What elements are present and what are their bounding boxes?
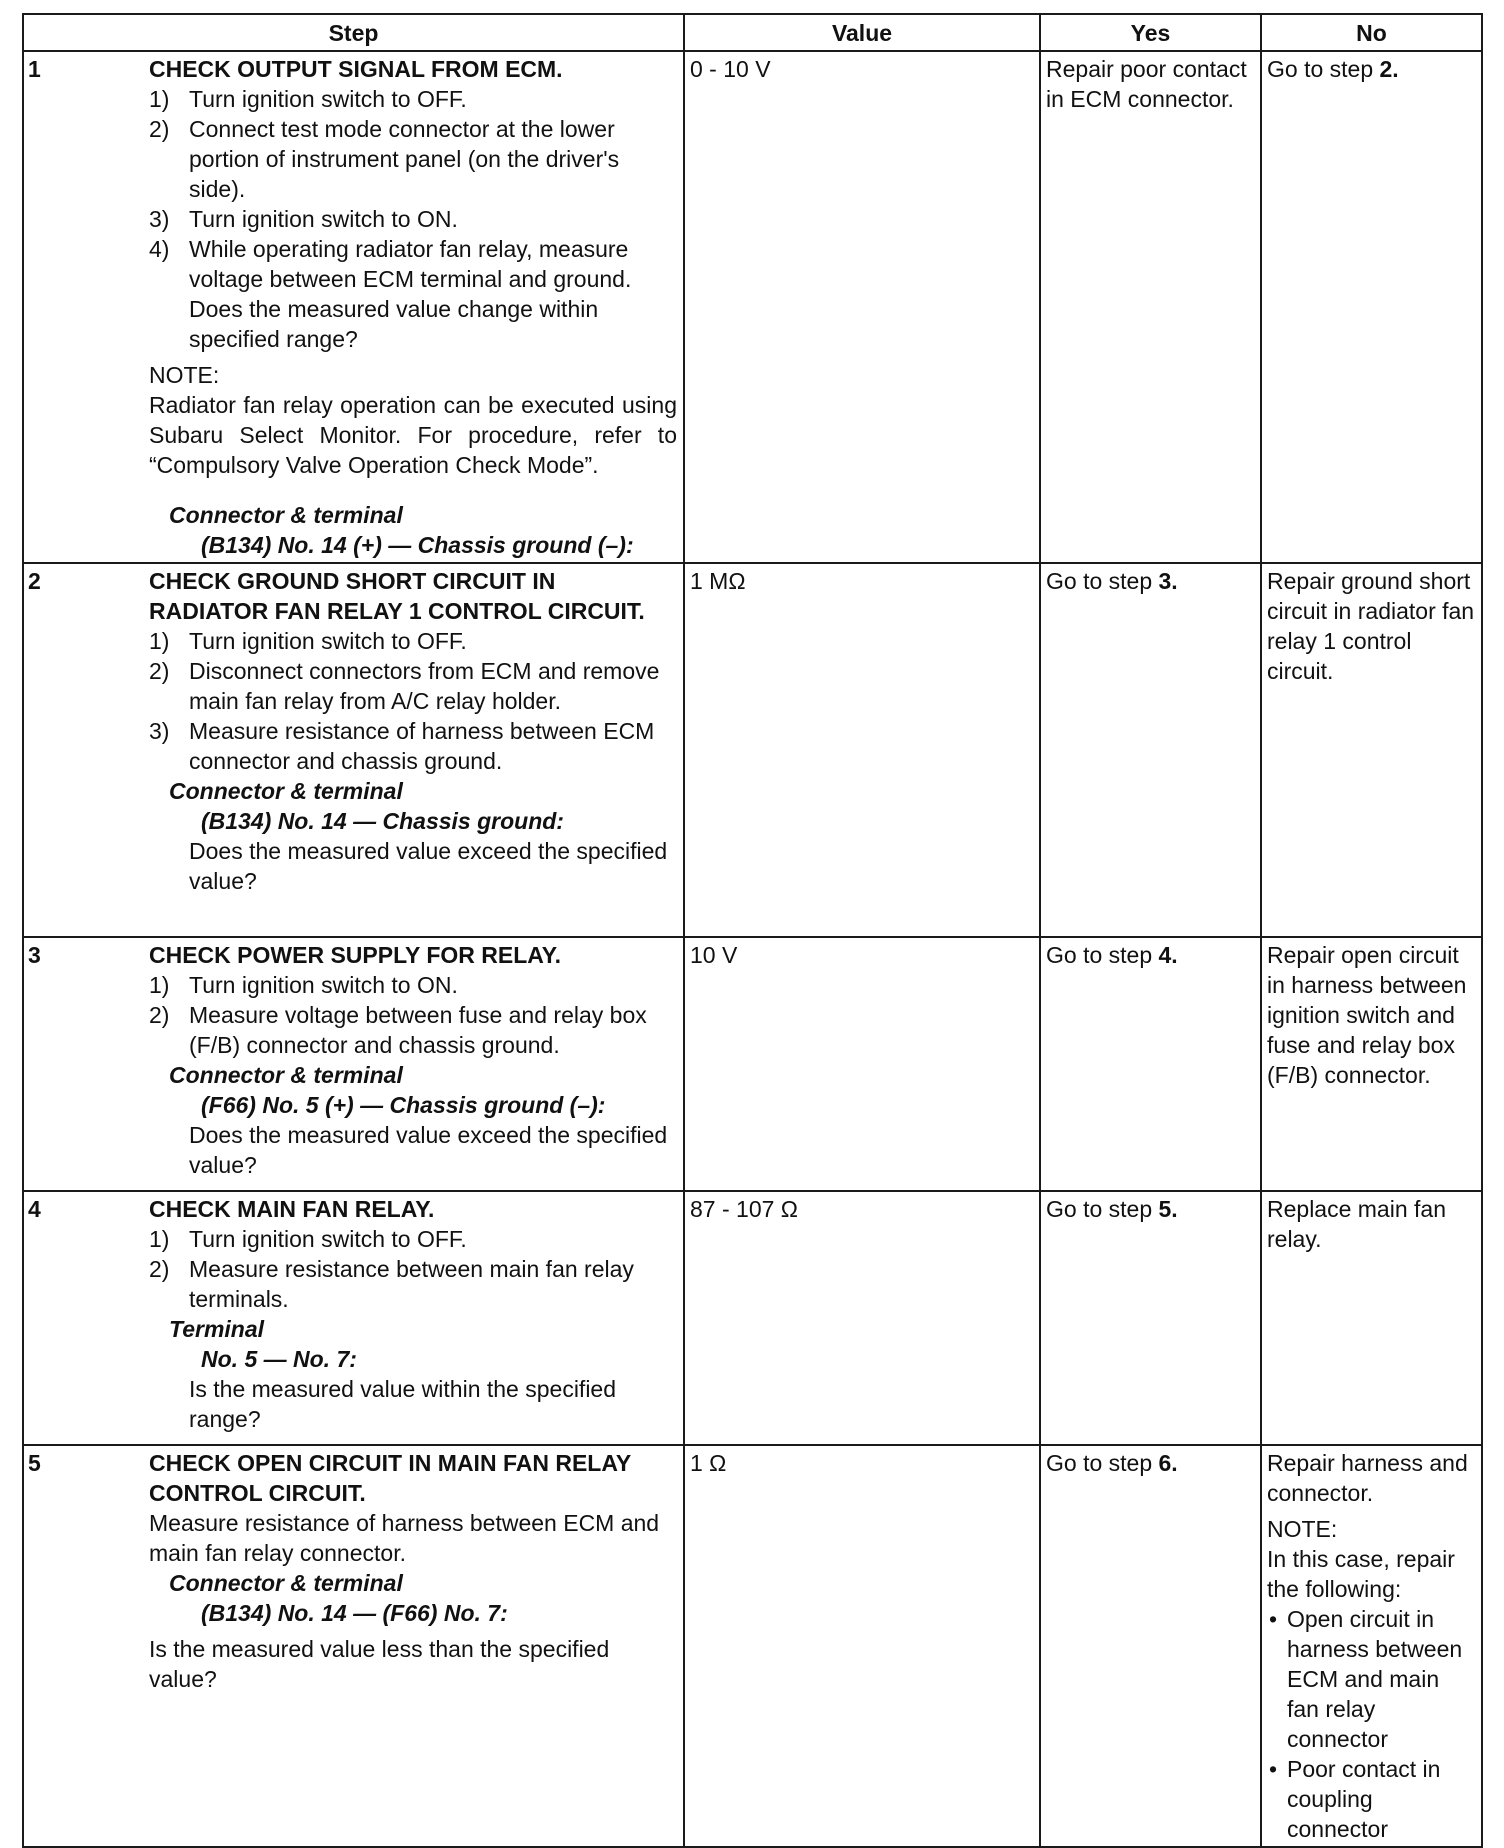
step-cell <box>23 1191 684 1445</box>
substep: 4) While operating radiator fan relay, measure voltage between ECM terminal and ground. <box>149 236 632 292</box>
no-cell: Go to step 2. <box>1261 51 1482 563</box>
yes-cell: Go to step 6. <box>1040 1445 1261 1847</box>
table-row <box>23 1191 1482 1445</box>
header-no: No <box>1261 14 1482 51</box>
value-cell: 1 Ω <box>684 1445 1040 1847</box>
no-cell: Repair open circuit in harness between ignition switch and fuse and relay box (F/B) connector. <box>1261 937 1482 1191</box>
note-text: Radiator fan relay operation can be executed using Subaru Select Monitor. For procedure, refer to “Compulsory Valve Operation Check Mode”. <box>149 392 677 478</box>
substep-list <box>149 1224 677 1314</box>
substep: 1) Turn ignition switch to ON. <box>149 972 458 998</box>
step-question: Does the measured value exceed the specified value? <box>189 838 668 894</box>
step-cell <box>23 51 684 563</box>
list-item: • Poor contact in coupling connector <box>1267 1754 1476 1844</box>
step-question: Does the measured value exceed the specified value? <box>189 1122 668 1178</box>
connector-label: Connector & terminal <box>169 1570 403 1596</box>
value-cell: 1 MΩ <box>684 563 1040 937</box>
yes-cell: Go to step 4. <box>1040 937 1261 1191</box>
value-cell: 87 - 107 Ω <box>684 1191 1040 1445</box>
substep: 1) Turn ignition switch to OFF. <box>149 1226 467 1252</box>
substep: 1) Turn ignition switch to OFF. <box>149 628 467 654</box>
step-title: CHECK POWER SUPPLY FOR RELAY. <box>149 942 561 968</box>
note-label: NOTE: <box>1267 1516 1338 1542</box>
repair-list <box>1267 1604 1476 1844</box>
header-step: Step <box>23 14 684 51</box>
connector-value: (B134) No. 14 (+) — Chassis ground (–): <box>201 532 634 558</box>
step-number: 1 <box>28 56 41 82</box>
connector-value: (B134) No. 14 — Chassis ground: <box>201 808 564 834</box>
list-item: • Open circuit in harness between ECM and main fan relay connector <box>1267 1604 1476 1754</box>
step-question: Does the measured value change within specified range? <box>189 296 599 352</box>
step-number: 4 <box>28 1196 41 1222</box>
substep-list <box>149 970 677 1060</box>
no-cell: Replace main fan relay. <box>1261 1191 1482 1445</box>
connector-label: Connector & terminal <box>169 1062 403 1088</box>
substep-list <box>149 626 677 776</box>
header-yes: Yes <box>1040 14 1261 51</box>
step-question: Is the measured value within the specified range? <box>189 1376 617 1432</box>
step-number: 2 <box>28 568 41 594</box>
no-cell <box>1261 1445 1482 1847</box>
step-question: Is the measured value less than the specified value? <box>149 1636 610 1692</box>
note-label: NOTE: <box>149 362 220 388</box>
step-title: CHECK OPEN CIRCUIT IN MAIN FAN RELAY CONTROL CIRCUIT. <box>149 1450 631 1506</box>
table-row <box>23 937 1482 1191</box>
substep: 2) Disconnect connectors from ECM and remove main fan relay from A/C relay holder. <box>149 658 660 714</box>
value-cell: 0 - 10 V <box>684 51 1040 563</box>
header-row <box>23 14 1482 51</box>
substep: 2) Connect test mode connector at the lower portion of instrument panel (on the driver's side). <box>149 116 620 202</box>
yes-cell: Repair poor contact in ECM connector. <box>1040 51 1261 563</box>
connector-label: Terminal <box>169 1316 265 1342</box>
step-number: 3 <box>28 942 41 968</box>
no-head: Repair harness and connector. <box>1267 1450 1468 1506</box>
note-text: In this case, repair the following: <box>1267 1546 1455 1602</box>
yes-cell: Go to step 3. <box>1040 563 1261 937</box>
table-row <box>23 563 1482 937</box>
substep-list <box>149 84 677 294</box>
step-intro: Measure resistance of harness between ECM and main fan relay connector. <box>149 1510 660 1566</box>
diagnostic-table <box>22 13 1483 1848</box>
table-row <box>23 51 1482 563</box>
step-cell <box>23 1445 684 1847</box>
table-row <box>23 1445 1482 1847</box>
connector-label: Connector & terminal <box>169 502 403 528</box>
step-cell <box>23 563 684 937</box>
connector-value: No. 5 — No. 7: <box>201 1346 357 1372</box>
step-title: CHECK OUTPUT SIGNAL FROM ECM. <box>149 56 563 82</box>
header-value: Value <box>684 14 1040 51</box>
substep: 2) Measure resistance between main fan relay terminals. <box>149 1256 634 1312</box>
substep: 1) Turn ignition switch to OFF. <box>149 86 467 112</box>
note <box>149 360 677 480</box>
connector-value: (B134) No. 14 — (F66) No. 7: <box>201 1600 508 1626</box>
connector-value: (F66) No. 5 (+) — Chassis ground (–): <box>201 1092 606 1118</box>
substep: 3) Measure resistance of harness between ECM connector and chassis ground. <box>149 718 655 774</box>
step-title: CHECK MAIN FAN RELAY. <box>149 1196 435 1222</box>
step-number: 5 <box>28 1450 41 1476</box>
yes-cell: Go to step 5. <box>1040 1191 1261 1445</box>
no-cell: Repair ground short circuit in radiator fan relay 1 control circuit. <box>1261 563 1482 937</box>
substep: 2) Measure voltage between fuse and relay box (F/B) connector and chassis ground. <box>149 1002 647 1058</box>
substep: 3) Turn ignition switch to ON. <box>149 206 458 232</box>
step-cell <box>23 937 684 1191</box>
connector-label: Connector & terminal <box>169 778 403 804</box>
step-title: CHECK GROUND SHORT CIRCUIT IN RADIATOR FAN RELAY 1 CONTROL CIRCUIT. <box>149 568 645 624</box>
value-cell: 10 V <box>684 937 1040 1191</box>
